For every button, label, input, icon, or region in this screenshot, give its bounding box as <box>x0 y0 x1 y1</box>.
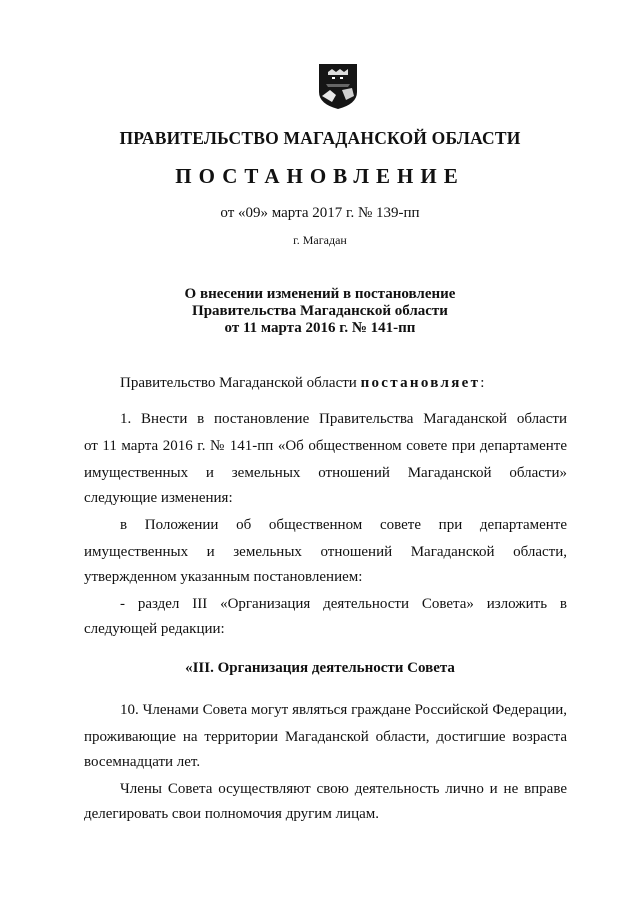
subject-line: О внесении изменений в постановление <box>184 286 456 302</box>
preamble-text: Правительство Магаданской области <box>120 375 361 391</box>
coat-of-arms-icon <box>318 62 358 110</box>
preamble-emphasis: постановляет <box>360 375 481 391</box>
paragraph-line: в Положении об общественном совете при департаменте <box>120 517 567 533</box>
paragraph-line: - раздел III «Организация деятельности Совета» изложить в <box>120 596 567 612</box>
paragraph-line: проживающие на территории Магаданской области, достигшие возраста <box>84 729 567 745</box>
paragraph-line: имущественных и земельных отношений Магаданской области» <box>84 465 567 481</box>
document-subject <box>0 286 640 337</box>
paragraph-line: от 11 марта 2016 г. № 141-пп «Об общественном совете при департаменте <box>84 438 567 454</box>
subject-line: Правительства Магаданской области <box>192 303 448 319</box>
subject-line: от 11 марта 2016 г. № 141-пп <box>224 320 416 336</box>
paragraph-line: 1. Внести в постановление Правительства Магаданской области <box>120 411 567 427</box>
preamble-colon: : <box>480 375 485 391</box>
paragraph-line: делегировать свои полномочия другим лицам. <box>84 806 380 822</box>
paragraph-line: следующей редакции: <box>84 621 225 637</box>
paragraph-line: имущественных и земельных отношений Магаданской области, <box>84 544 567 560</box>
paragraph-line: утвержденном указанным постановлением: <box>84 569 363 585</box>
paragraph-line: следующие изменения: <box>84 490 233 506</box>
section-heading: «III. Организация деятельности Совета <box>185 660 455 676</box>
preamble <box>120 375 484 392</box>
document-type: ПОСТАНОВЛЕНИЕ <box>175 164 465 188</box>
document-city: г. Магадан <box>293 233 347 247</box>
paragraph-line: 10. Членами Совета могут являться граждане Российской Федерации, <box>120 702 567 718</box>
paragraph-line: Члены Совета осуществляют свою деятельность лично и не вправе <box>120 781 567 797</box>
government-name: ПРАВИТЕЛЬСТВО МАГАДАНСКОЙ ОБЛАСТИ <box>119 128 521 148</box>
document-date-number: от «09» марта 2017 г. № 139-пп <box>220 205 420 221</box>
paragraph-line: восемнадцати лет. <box>84 754 201 770</box>
